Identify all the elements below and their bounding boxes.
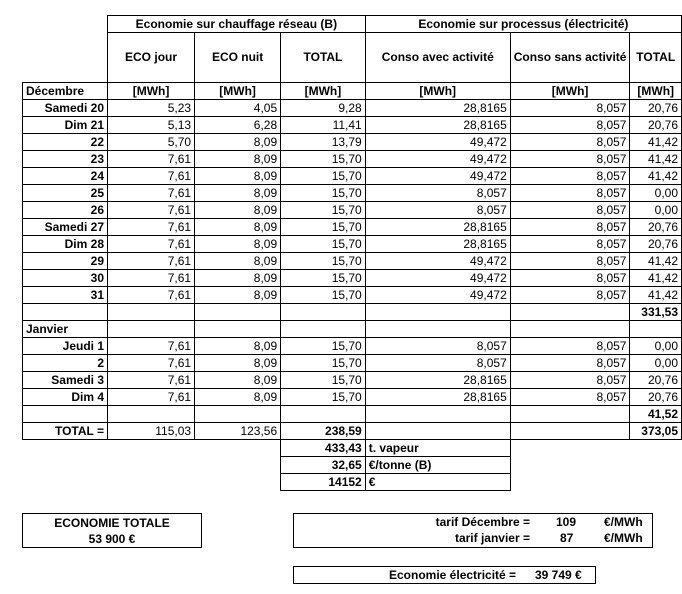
december-subtotal: 331,53 (630, 304, 682, 321)
conso-sans-value: 8,057 (510, 355, 630, 372)
unit-label: [MWh] (281, 83, 366, 100)
total-heating-value: 15,70 (281, 185, 366, 202)
day-label: Samedi 3 (23, 372, 108, 389)
steam-row (23, 474, 682, 491)
col-conso-avec: Conso avec activité (365, 33, 510, 83)
steam-value: 14152 (281, 474, 366, 491)
steam-unit: €/tonne (B) (365, 457, 510, 474)
conso-sans-value: 8,057 (510, 100, 630, 117)
conso-avec-value: 8,057 (365, 338, 510, 355)
eco-jour-value: 7,61 (108, 168, 195, 185)
conso-sans-value: 8,057 (510, 151, 630, 168)
spacer (510, 457, 630, 474)
eco-jour-value: 5,23 (108, 100, 195, 117)
empty-cell (281, 321, 366, 338)
total-row (23, 423, 682, 440)
day-label: Jeudi 1 (23, 338, 108, 355)
day-label: 30 (23, 270, 108, 287)
table-row (23, 202, 682, 219)
subtotal-row (23, 304, 682, 321)
conso-avec-value: 49,472 (365, 253, 510, 270)
day-label: 26 (23, 202, 108, 219)
conso-sans-value: 8,057 (510, 168, 630, 185)
table-row (23, 355, 682, 372)
empty-cell (108, 304, 195, 321)
eco-nuit-value: 8,09 (195, 151, 281, 168)
month-january: Janvier (23, 321, 108, 338)
economie-totale-label: ECONOMIE TOTALE (54, 516, 170, 530)
total-heating-value: 15,70 (281, 270, 366, 287)
empty-cell (365, 321, 510, 338)
total-heating-value: 15,70 (281, 202, 366, 219)
total-electricity: 373,05 (630, 423, 682, 440)
steam-row (23, 457, 682, 474)
day-label: Samedi 20 (23, 100, 108, 117)
eco-jour-value: 7,61 (108, 236, 195, 253)
spacer (195, 440, 281, 457)
eco-jour-value: 7,61 (108, 338, 195, 355)
spacer (23, 440, 108, 457)
eco-nuit-value: 8,09 (195, 389, 281, 406)
total-heating: 238,59 (281, 423, 366, 440)
eco-jour-value: 7,61 (108, 355, 195, 372)
eco-nuit-value: 8,09 (195, 185, 281, 202)
tarif-january-unit: €/MWh (604, 531, 643, 545)
empty-cell (365, 423, 510, 440)
eco-jour-value: 7,61 (108, 185, 195, 202)
conso-sans-value: 8,057 (510, 253, 630, 270)
table-row (23, 151, 682, 168)
total-elec-value: 20,76 (630, 372, 682, 389)
eco-jour-value: 7,61 (108, 202, 195, 219)
spacer (630, 440, 682, 457)
total-heating-value: 15,70 (281, 168, 366, 185)
empty-cell (365, 406, 510, 423)
empty-cell (630, 321, 682, 338)
total-elec-value: 41,42 (630, 253, 682, 270)
spacer (630, 474, 682, 491)
total-heating-value: 15,70 (281, 219, 366, 236)
day-label: 22 (23, 134, 108, 151)
conso-sans-value: 8,057 (510, 134, 630, 151)
conso-sans-value: 8,057 (510, 270, 630, 287)
empty-cell (281, 406, 366, 423)
total-heating-value: 15,70 (281, 372, 366, 389)
conso-sans-value: 8,057 (510, 117, 630, 134)
january-subtotal: 41,52 (630, 406, 682, 423)
day-label: 31 (23, 287, 108, 304)
conso-avec-value: 8,057 (365, 355, 510, 372)
eco-jour-value: 7,61 (108, 219, 195, 236)
eco-nuit-value: 6,28 (195, 117, 281, 134)
unit-label: [MWh] (108, 83, 195, 100)
empty-cell (281, 304, 366, 321)
spacer (108, 457, 195, 474)
eco-nuit-value: 4,05 (195, 100, 281, 117)
tarif-january-label: tarif janvier = (454, 531, 530, 545)
spacer (23, 474, 108, 491)
eco-jour-value: 5,13 (108, 117, 195, 134)
spacer (108, 474, 195, 491)
empty-cell (23, 304, 108, 321)
economie-electricite-box (293, 566, 596, 584)
economie-electricite-value: 39 749 € (535, 568, 582, 582)
economie-electricite-label: Economie électricité = (389, 568, 517, 582)
total-elec-value: 41,42 (630, 134, 682, 151)
tarifs-box (293, 513, 653, 548)
total-heating-value: 15,70 (281, 355, 366, 372)
conso-avec-value: 28,8165 (365, 389, 510, 406)
tarif-december-label: tarif Décembre = (435, 515, 530, 529)
total-elec-value: 41,42 (630, 287, 682, 304)
conso-sans-value: 8,057 (510, 389, 630, 406)
total-elec-value: 41,42 (630, 270, 682, 287)
table-row (23, 270, 682, 287)
col-total-heating: TOTAL (281, 33, 366, 83)
steam-unit: t. vapeur (365, 440, 510, 457)
eco-jour-value: 7,61 (108, 389, 195, 406)
eco-nuit-value: 8,09 (195, 253, 281, 270)
col-eco-nuit: ECO nuit (195, 33, 281, 83)
conso-sans-value: 8,057 (510, 219, 630, 236)
day-label: 23 (23, 151, 108, 168)
day-label: Dim 21 (23, 117, 108, 134)
conso-sans-value: 8,057 (510, 185, 630, 202)
total-heating-value: 9,28 (281, 100, 366, 117)
steam-value: 32,65 (281, 457, 366, 474)
table-row (23, 389, 682, 406)
empty-cell (195, 406, 281, 423)
eco-nuit-value: 8,09 (195, 168, 281, 185)
table-row (23, 185, 682, 202)
conso-avec-value: 49,472 (365, 134, 510, 151)
table-row (23, 253, 682, 270)
total-elec-value: 20,76 (630, 100, 682, 117)
spacer (195, 474, 281, 491)
day-label: 25 (23, 185, 108, 202)
unit-label: [MWh] (510, 83, 630, 100)
day-label: 24 (23, 168, 108, 185)
steam-unit: € (365, 474, 510, 491)
conso-avec-value: 28,8165 (365, 117, 510, 134)
conso-avec-value: 28,8165 (365, 372, 510, 389)
total-elec-value: 20,76 (630, 117, 682, 134)
eco-nuit-value: 8,09 (195, 134, 281, 151)
total-eco-nuit: 123,56 (195, 423, 281, 440)
eco-jour-value: 7,61 (108, 287, 195, 304)
conso-sans-value: 8,057 (510, 202, 630, 219)
table-row (23, 168, 682, 185)
total-eco-jour: 115,03 (108, 423, 195, 440)
steam-row (23, 440, 682, 457)
total-elec-value: 20,76 (630, 389, 682, 406)
conso-avec-value: 8,057 (365, 185, 510, 202)
conso-sans-value: 8,057 (510, 338, 630, 355)
day-label: 2 (23, 355, 108, 372)
conso-avec-value: 8,057 (365, 202, 510, 219)
subtotal-row (23, 406, 682, 423)
month-december: Décembre (23, 83, 108, 100)
tarif-january-value: 87 (560, 531, 574, 545)
spacer (510, 440, 630, 457)
conso-sans-value: 8,057 (510, 287, 630, 304)
heating-group-header: Economie sur chauffage réseau (B) (108, 16, 366, 33)
unit-label: [MWh] (365, 83, 510, 100)
empty-cell (365, 304, 510, 321)
table-row (23, 117, 682, 134)
eco-jour-value: 5,70 (108, 134, 195, 151)
table-row (23, 372, 682, 389)
eco-nuit-value: 8,09 (195, 236, 281, 253)
spacer (630, 457, 682, 474)
total-elec-value: 0,00 (630, 355, 682, 372)
unit-label: [MWh] (630, 83, 682, 100)
eco-nuit-value: 8,09 (195, 202, 281, 219)
total-elec-value: 41,42 (630, 151, 682, 168)
conso-avec-value: 28,8165 (365, 219, 510, 236)
total-heating-value: 15,70 (281, 253, 366, 270)
table-row (23, 100, 682, 117)
empty-cell (195, 321, 281, 338)
eco-nuit-value: 8,09 (195, 287, 281, 304)
eco-nuit-value: 8,09 (195, 219, 281, 236)
total-heating-value: 15,70 (281, 236, 366, 253)
spacer (510, 474, 630, 491)
empty-cell (195, 304, 281, 321)
table-row (23, 287, 682, 304)
total-elec-value: 20,76 (630, 236, 682, 253)
eco-nuit-value: 8,09 (195, 270, 281, 287)
steam-value: 433,43 (281, 440, 366, 457)
eco-nuit-value: 8,09 (195, 338, 281, 355)
economie-totale-box (22, 513, 202, 548)
table-row (23, 236, 682, 253)
total-heating-value: 11,41 (281, 117, 366, 134)
conso-avec-value: 49,472 (365, 287, 510, 304)
tarif-december-unit: €/MWh (604, 515, 643, 529)
total-elec-value: 0,00 (630, 185, 682, 202)
day-label: Dim 4 (23, 389, 108, 406)
empty-cell (108, 406, 195, 423)
total-label: TOTAL = (23, 423, 108, 440)
conso-avec-value: 49,472 (365, 151, 510, 168)
eco-jour-value: 7,61 (108, 253, 195, 270)
total-heating-value: 13,79 (281, 134, 366, 151)
total-heating-value: 15,70 (281, 389, 366, 406)
empty-cell (108, 321, 195, 338)
day-label: 29 (23, 253, 108, 270)
total-heating-value: 15,70 (281, 151, 366, 168)
economie-totale-value: 53 900 € (88, 532, 136, 546)
day-label: Dim 28 (23, 236, 108, 253)
savings-table (22, 15, 682, 491)
conso-avec-value: 49,472 (365, 270, 510, 287)
empty-cell (510, 406, 630, 423)
unit-label: [MWh] (195, 83, 281, 100)
total-heating-value: 15,70 (281, 287, 366, 304)
conso-sans-value: 8,057 (510, 372, 630, 389)
eco-nuit-value: 8,09 (195, 372, 281, 389)
conso-avec-value: 49,472 (365, 168, 510, 185)
total-elec-value: 0,00 (630, 202, 682, 219)
conso-avec-value: 28,8165 (365, 100, 510, 117)
empty-cell (510, 304, 630, 321)
table-row (23, 134, 682, 151)
conso-sans-value: 8,057 (510, 236, 630, 253)
col-conso-sans: Conso sans activité (510, 33, 630, 83)
process-group-header: Economie sur processus (électricité) (365, 16, 681, 33)
col-total-elec: TOTAL (630, 33, 682, 83)
spacer (108, 440, 195, 457)
empty-cell (23, 406, 108, 423)
col-eco-jour: ECO jour (108, 33, 195, 83)
spacer (23, 457, 108, 474)
table-row (23, 338, 682, 355)
spacer (195, 457, 281, 474)
total-elec-value: 20,76 (630, 219, 682, 236)
empty-cell (510, 423, 630, 440)
month-row (23, 321, 682, 338)
eco-jour-value: 7,61 (108, 270, 195, 287)
total-elec-value: 0,00 (630, 338, 682, 355)
eco-jour-value: 7,61 (108, 372, 195, 389)
eco-jour-value: 7,61 (108, 151, 195, 168)
tarif-december-value: 109 (556, 515, 577, 529)
table-row (23, 219, 682, 236)
empty-cell (510, 321, 630, 338)
eco-nuit-value: 8,09 (195, 355, 281, 372)
total-elec-value: 41,42 (630, 168, 682, 185)
conso-avec-value: 28,8165 (365, 236, 510, 253)
day-label: Samedi 27 (23, 219, 108, 236)
total-heating-value: 15,70 (281, 338, 366, 355)
